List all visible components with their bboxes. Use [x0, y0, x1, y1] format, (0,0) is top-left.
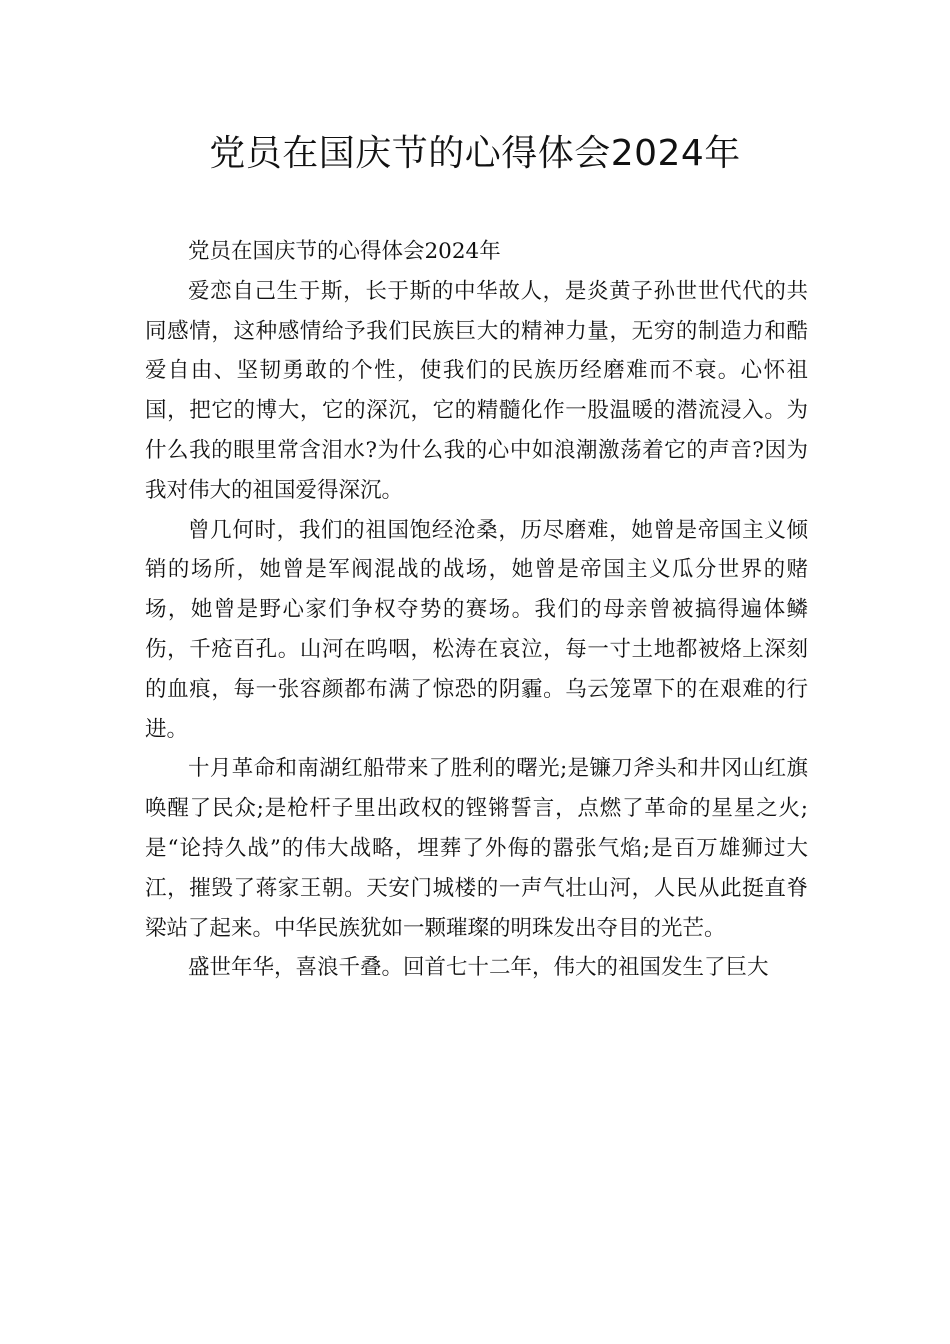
paragraph: 爱恋自己生于斯，长于斯的中华故人，是炎黄子孙世世代代的共同感情，这种感情给予我们民族巨大的精神力量，无穷的制造力和酷爱自由、坚韧勇敢的个性，使我们的民族历经磨难而不衰。心怀祖国，把它的博大，它的深沉，它的精髓化作一股温暖的潜流浸入。为什么我的眼里常含泪水?为什么我的心中如浪潮激荡着它的声音?因为我对伟大的祖国爱得深沉。 [145, 278, 808, 503]
paragraph: 盛世年华，喜浪千叠。回首七十二年，伟大的祖国发生了巨大 [188, 955, 769, 981]
document-title: 党员在国庆节的心得体会2024年 [209, 133, 741, 174]
paragraph-subtitle: 党员在国庆节的心得体会2024年 [188, 239, 501, 264]
document-body [145, 232, 808, 988]
paragraph: 曾几何时，我们的祖国饱经沧桑，历尽磨难，她曾是帝国主义倾销的场所，她曾是军阀混战的战场，她曾是帝国主义瓜分世界的赌场，她曾是野心家们争权夺势的赛场。我们的母亲曾被搞得遍体鳞伤，千疮百孔。山河在呜咽，松涛在哀泣，每一寸土地都被烙上深刻的血痕，每一张容颜都布满了惊恐的阴霾。乌云笼罩下的在艰难的行进。 [145, 517, 808, 742]
paragraph: 十月革命和南湖红船带来了胜利的曙光;是镰刀斧头和井冈山红旗唤醒了民众;是枪杆子里出政权的铿锵誓言，点燃了革命的星星之火;是“论持久战”的伟大战略，埋葬了外侮的嚣张气焰;是百万雄狮过大江，摧毁了蒋家王朝。天安门城楼的一声气壮山河，人民从此挺直脊梁站了起来。中华民族犹如一颗璀璨的明珠发出夺目的光芒。 [145, 756, 808, 941]
